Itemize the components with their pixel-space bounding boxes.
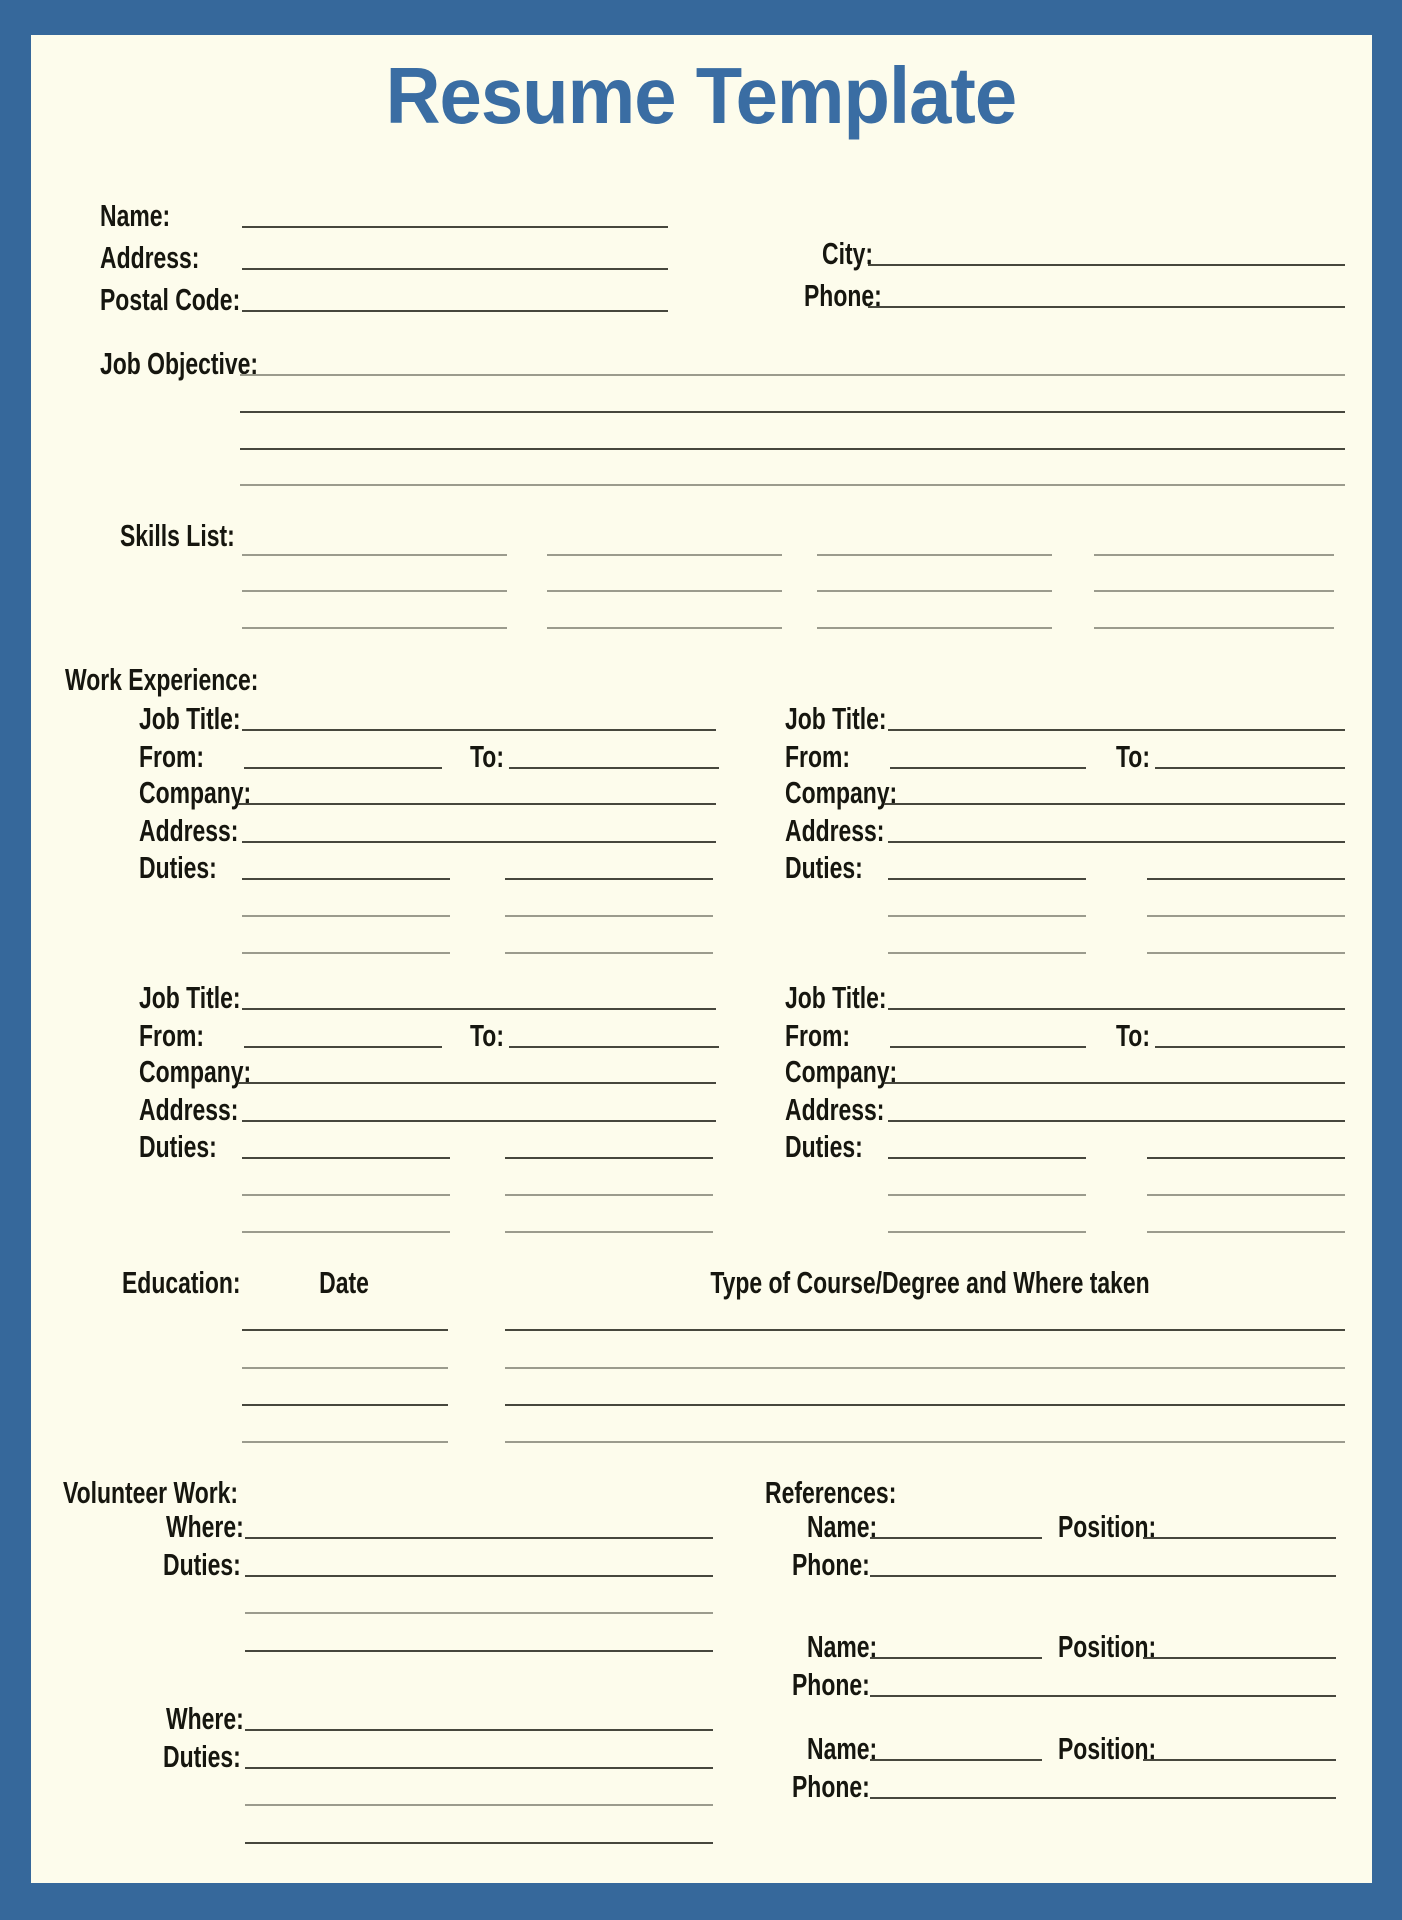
- name-label: Name:: [100, 198, 171, 233]
- education-course-line: [505, 1404, 1345, 1406]
- phone-line: [870, 1797, 1336, 1799]
- duties-line: [888, 952, 1086, 954]
- duties-line: [242, 1157, 450, 1159]
- duties-line: [505, 1231, 713, 1233]
- position-line: [1143, 1759, 1336, 1761]
- name-line: [870, 1537, 1042, 1539]
- skills-line: [817, 554, 1052, 556]
- from-line: [890, 767, 1086, 769]
- job-objective-label: Job Objective:: [100, 346, 259, 381]
- position-line: [1143, 1537, 1336, 1539]
- position-line: [1143, 1657, 1336, 1659]
- where-label: Where:: [166, 1701, 244, 1736]
- education-date-line: [242, 1329, 448, 1331]
- postal-code-line: [242, 310, 668, 312]
- volunteer-work-label: Volunteer Work:: [63, 1475, 239, 1510]
- duties-line: [888, 915, 1086, 917]
- company-line: [238, 1082, 716, 1084]
- skills-line: [1094, 590, 1334, 592]
- name-label: Name:: [807, 1629, 878, 1664]
- position-label: Position:: [1058, 1629, 1157, 1664]
- references-label: References:: [765, 1475, 897, 1510]
- to-label: To:: [470, 1018, 504, 1053]
- education-course-line: [505, 1329, 1345, 1331]
- education-date-header: Date: [319, 1265, 369, 1300]
- phone-label: Phone:: [804, 278, 882, 313]
- duties-line: [505, 1157, 713, 1159]
- duties-line: [505, 878, 713, 880]
- phone-line: [870, 1695, 1336, 1697]
- job-title-label: Job Title:: [785, 701, 887, 736]
- job-entry-block: [139, 703, 725, 963]
- name-line: [242, 226, 668, 228]
- address-line: [242, 841, 716, 843]
- education-date-line: [242, 1367, 448, 1369]
- duties-line: [1147, 1231, 1345, 1233]
- duties-line: [245, 1804, 713, 1806]
- duties-label: Duties:: [785, 1129, 863, 1164]
- from-line: [244, 767, 442, 769]
- job-entry-block: [785, 982, 1371, 1242]
- duties-line: [242, 878, 450, 880]
- education-label: Education:: [122, 1265, 241, 1300]
- job-entry-block: [785, 703, 1371, 963]
- duties-line: [505, 915, 713, 917]
- address-label: Address:: [785, 1092, 885, 1127]
- education-course-line: [505, 1367, 1345, 1369]
- duties-label: Duties:: [139, 1129, 217, 1164]
- skills-line: [242, 554, 507, 556]
- address-label: Address:: [100, 240, 200, 275]
- reference-entry-block: [792, 1733, 1345, 1803]
- job-title-line: [888, 729, 1345, 731]
- skills-list-label: Skills List:: [120, 518, 235, 553]
- duties-line: [888, 878, 1086, 880]
- skills-line: [242, 590, 507, 592]
- duties-label: Duties:: [163, 1547, 241, 1582]
- duties-line: [245, 1650, 713, 1652]
- duties-line: [242, 952, 450, 954]
- duties-line: [1147, 1194, 1345, 1196]
- name-label: Name:: [807, 1731, 878, 1766]
- address-label: Address:: [139, 1092, 239, 1127]
- from-label: From:: [785, 739, 850, 774]
- phone-line: [870, 1575, 1336, 1577]
- from-label: From:: [785, 1018, 850, 1053]
- company-line: [884, 1082, 1345, 1084]
- duties-label: Duties:: [163, 1739, 241, 1774]
- job-title-line: [242, 1008, 716, 1010]
- duties-line: [242, 915, 450, 917]
- to-line: [1155, 1046, 1345, 1048]
- from-line: [244, 1046, 442, 1048]
- duties-line: [245, 1612, 713, 1614]
- volunteer-entry-block: [163, 1703, 715, 1848]
- to-label: To:: [1116, 739, 1150, 774]
- skills-line: [1094, 627, 1334, 629]
- job-objective-line: [240, 448, 1345, 450]
- skills-line: [242, 627, 507, 629]
- to-label: To:: [470, 739, 504, 774]
- page-title: Resume Template: [385, 51, 1017, 140]
- job-entry-block: [139, 982, 725, 1242]
- to-line: [509, 1046, 719, 1048]
- job-objective-line: [240, 374, 1345, 376]
- duties-line: [245, 1842, 713, 1844]
- reference-entry-block: [792, 1511, 1345, 1581]
- page-title-wrap: [0, 51, 1402, 140]
- from-label: From:: [139, 739, 204, 774]
- position-label: Position:: [1058, 1509, 1157, 1544]
- duties-line: [245, 1575, 713, 1577]
- job-objective-line: [240, 484, 1345, 486]
- phone-label: Phone:: [792, 1547, 870, 1582]
- duties-line: [505, 952, 713, 954]
- job-title-label: Job Title:: [785, 980, 887, 1015]
- where-label: Where:: [166, 1509, 244, 1544]
- phone-label: Phone:: [792, 1769, 870, 1804]
- work-experience-label: Work Experience:: [65, 662, 259, 697]
- from-label: From:: [139, 1018, 204, 1053]
- company-line: [238, 803, 716, 805]
- name-line: [870, 1657, 1042, 1659]
- duties-line: [245, 1767, 713, 1769]
- to-line: [509, 767, 719, 769]
- skills-line: [817, 590, 1052, 592]
- to-line: [1155, 767, 1345, 769]
- position-label: Position:: [1058, 1731, 1157, 1766]
- address-line: [242, 268, 668, 270]
- duties-label: Duties:: [785, 850, 863, 885]
- company-label: Company:: [139, 1054, 252, 1089]
- postal-code-label: Postal Code:: [100, 282, 241, 317]
- address-label: Address:: [785, 813, 885, 848]
- city-line: [868, 264, 1345, 266]
- from-line: [890, 1046, 1086, 1048]
- job-title-line: [888, 1008, 1345, 1010]
- duties-line: [242, 1194, 450, 1196]
- duties-line: [242, 1231, 450, 1233]
- duties-line: [1147, 915, 1345, 917]
- education-date-line: [242, 1404, 448, 1406]
- skills-line: [547, 554, 782, 556]
- address-label: Address:: [139, 813, 239, 848]
- name-label: Name:: [807, 1509, 878, 1544]
- job-title-label: Job Title:: [139, 980, 241, 1015]
- job-objective-line: [240, 411, 1345, 413]
- phone-label: Phone:: [792, 1667, 870, 1702]
- address-line: [242, 1120, 716, 1122]
- job-title-line: [242, 729, 716, 731]
- address-line: [888, 841, 1345, 843]
- education-course-line: [505, 1441, 1345, 1443]
- address-line: [888, 1120, 1345, 1122]
- skills-line: [817, 627, 1052, 629]
- company-label: Company:: [139, 775, 252, 810]
- duties-line: [505, 1194, 713, 1196]
- to-label: To:: [1116, 1018, 1150, 1053]
- education-course-header: Type of Course/Degree and Where taken: [710, 1265, 1150, 1300]
- job-title-label: Job Title:: [139, 701, 241, 736]
- where-line: [245, 1729, 713, 1731]
- name-line: [870, 1759, 1042, 1761]
- company-label: Company:: [785, 1054, 898, 1089]
- duties-line: [1147, 952, 1345, 954]
- reference-entry-block: [792, 1631, 1345, 1701]
- volunteer-entry-block: [163, 1511, 715, 1656]
- duties-line: [1147, 878, 1345, 880]
- where-line: [245, 1537, 713, 1539]
- education-date-line: [242, 1441, 448, 1443]
- duties-line: [1147, 1157, 1345, 1159]
- company-line: [884, 803, 1345, 805]
- company-label: Company:: [785, 775, 898, 810]
- phone-line: [868, 306, 1345, 308]
- duties-line: [888, 1157, 1086, 1159]
- skills-line: [1094, 554, 1334, 556]
- skills-line: [547, 590, 782, 592]
- city-label: City:: [822, 236, 873, 271]
- duties-line: [888, 1194, 1086, 1196]
- duties-label: Duties:: [139, 850, 217, 885]
- skills-line: [547, 627, 782, 629]
- duties-line: [888, 1231, 1086, 1233]
